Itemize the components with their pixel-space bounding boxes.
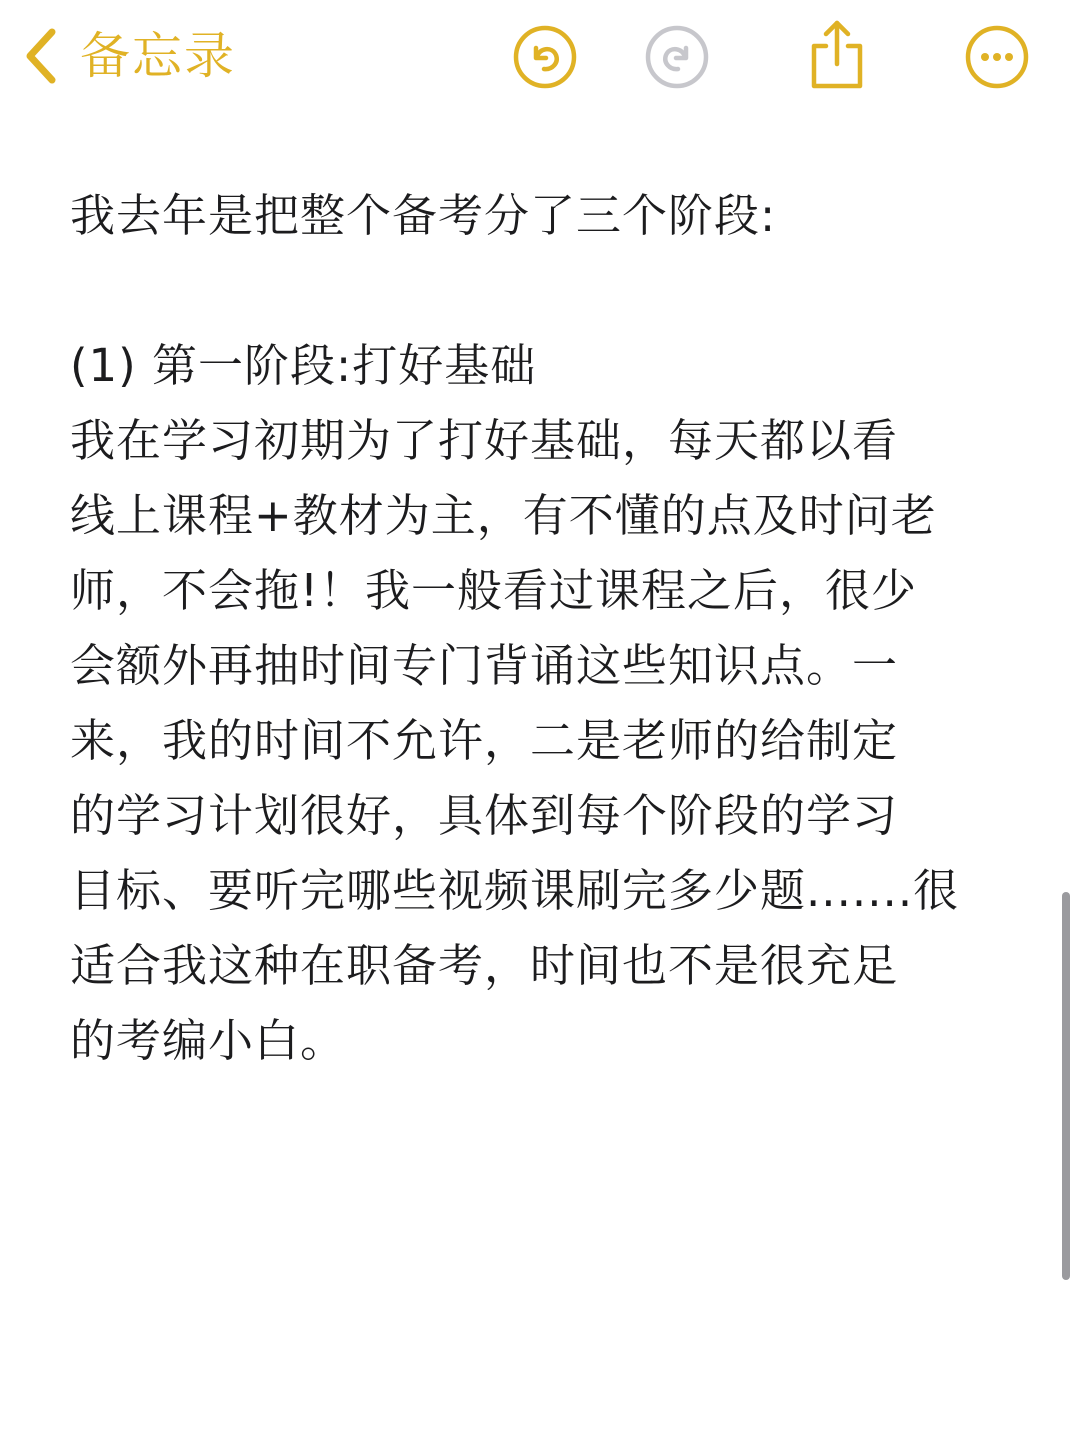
share-button[interactable] <box>806 18 868 92</box>
more-button[interactable] <box>964 24 1030 90</box>
note-line: 来，我的时间不允许，二是老师的给制定 <box>70 714 899 767</box>
navigation-bar <box>0 0 1080 118</box>
undo-button[interactable] <box>512 24 578 90</box>
note-line: (1) 第一阶段:打好基础 <box>70 339 537 392</box>
chevron-left-icon <box>22 26 58 86</box>
note-line: 会额外再抽时间专门背诵这些知识点。一 <box>70 639 899 692</box>
share-icon <box>806 18 868 92</box>
scroll-indicator[interactable] <box>1062 892 1070 1280</box>
note-line: 师，不会拖!！我一般看过课程之后，很少 <box>70 564 918 617</box>
back-button[interactable] <box>22 24 236 88</box>
redo-circle-icon <box>644 24 710 90</box>
note-line: 我去年是把整个备考分了三个阶段: <box>70 189 777 242</box>
note-line <box>70 253 1020 328</box>
note-line: 我在学习初期为了打好基础，每天都以看 <box>70 414 899 467</box>
note-line: 线上课程+教材为主，有不懂的点及时问老 <box>70 489 937 542</box>
ellipsis-circle-icon <box>964 24 1030 90</box>
redo-button[interactable] <box>644 24 710 90</box>
note-line: 的考编小白。 <box>70 1014 347 1067</box>
note-line: 目标、要听完哪些视频课刷完多少题.......很 <box>70 864 960 917</box>
note-text-area[interactable] <box>70 178 1020 1078</box>
note-line: 的学习计划很好，具体到每个阶段的学习 <box>70 789 899 842</box>
back-label: 备忘录 <box>80 27 236 85</box>
note-line: 适合我这种在职备考，时间也不是很充足 <box>70 939 899 992</box>
undo-circle-icon <box>512 24 578 90</box>
